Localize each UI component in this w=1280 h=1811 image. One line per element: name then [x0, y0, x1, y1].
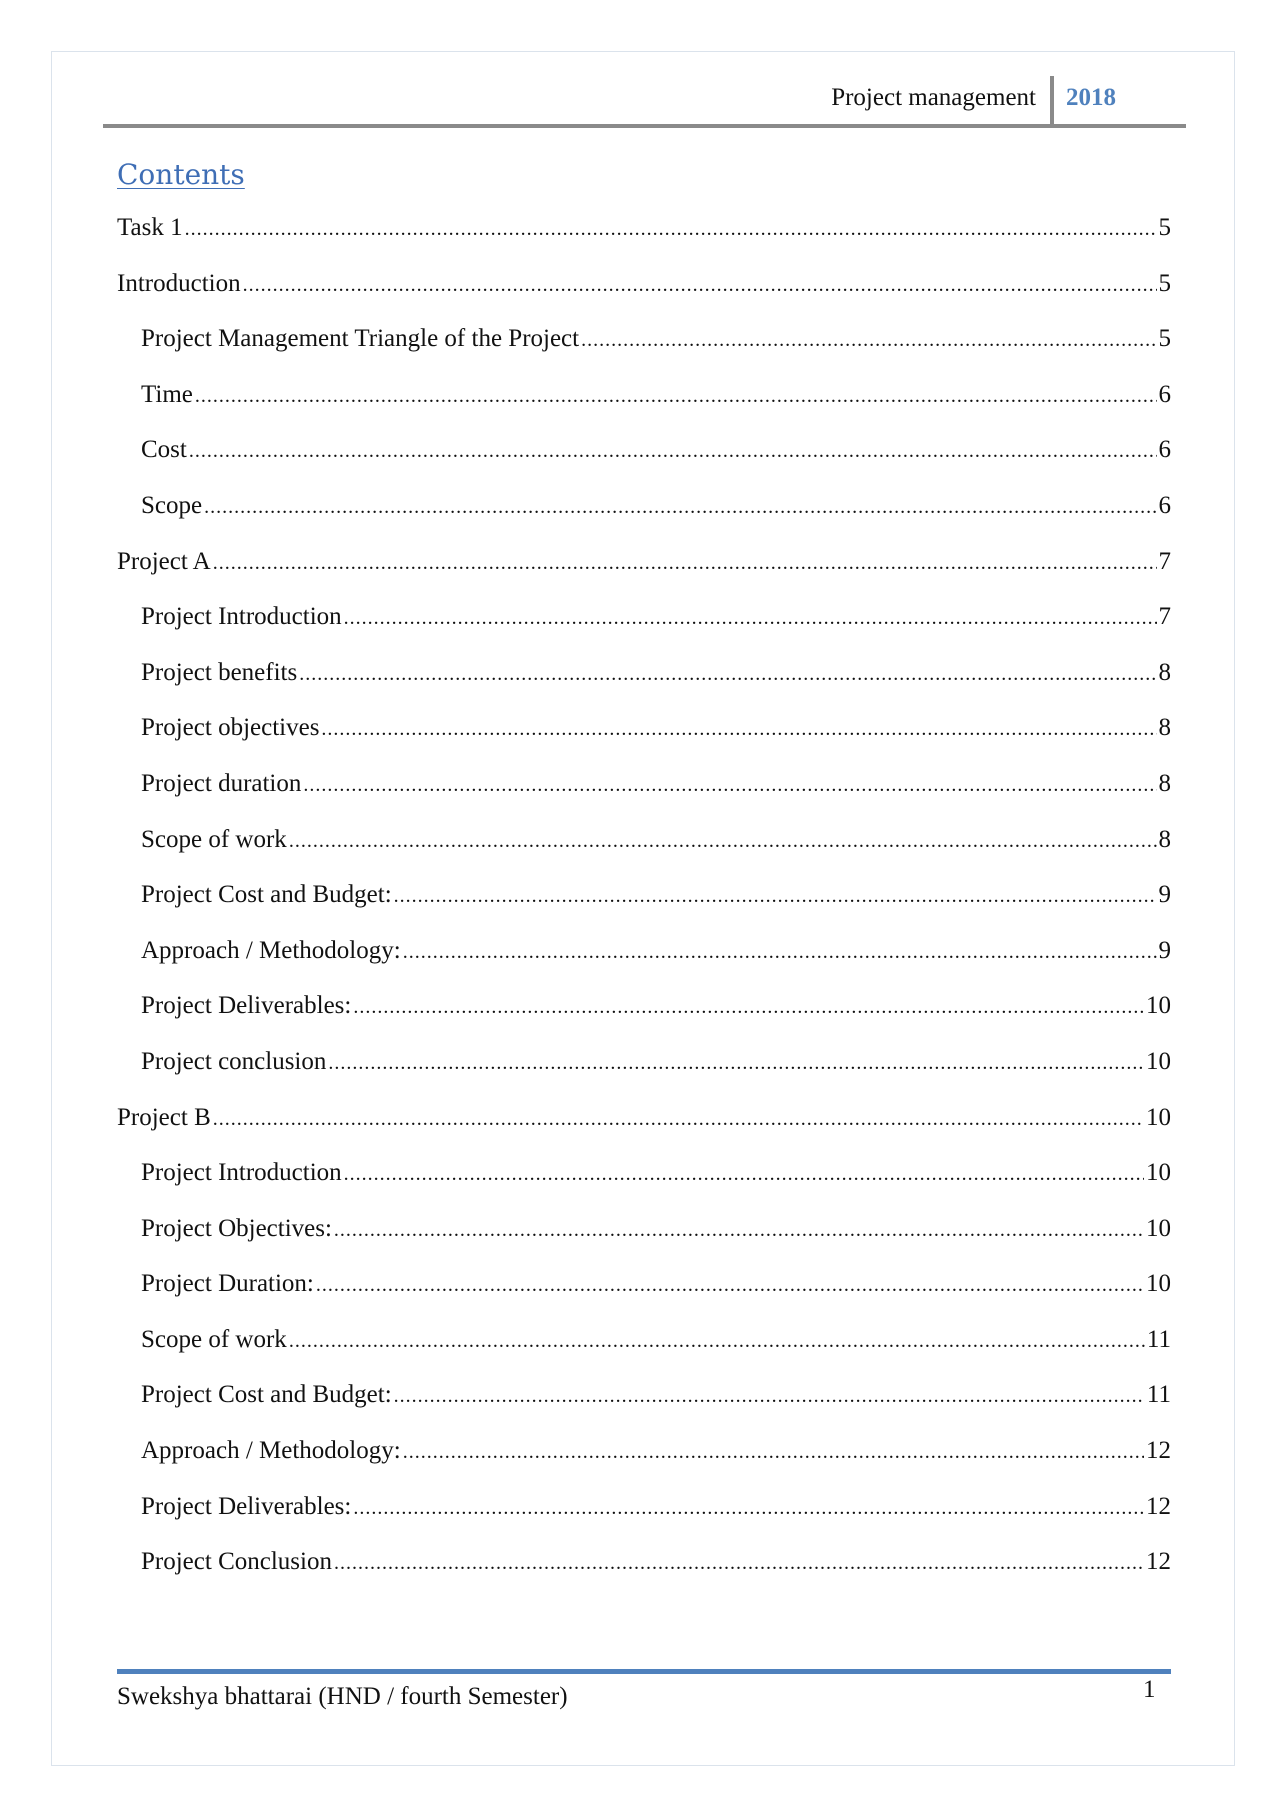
toc-dot-leader — [321, 711, 1156, 747]
toc-dot-leader — [394, 1378, 1145, 1414]
toc-dot-leader — [334, 1212, 1144, 1248]
toc-entry-label: Approach / Methodology: — [141, 936, 401, 964]
toc-dot-leader — [213, 545, 1157, 581]
toc-dot-leader — [344, 1156, 1144, 1192]
toc-entry-page: 9 — [1158, 936, 1171, 964]
toc-dot-leader — [243, 267, 1157, 303]
toc-entry[interactable] — [117, 988, 1171, 1044]
toc-entry-label: Project Introduction — [141, 603, 342, 631]
toc-entry-page: 8 — [1158, 658, 1171, 686]
toc-entry[interactable] — [117, 710, 1171, 766]
toc-entry-page: 8 — [1158, 714, 1171, 742]
toc-entry-page: 10 — [1146, 992, 1171, 1020]
toc-entry-page: 7 — [1158, 547, 1171, 575]
footer-author: Swekshya bhattarai (HND / fourth Semester) — [117, 1683, 568, 1710]
toc-entry-page: 5 — [1158, 325, 1171, 353]
toc-dot-leader — [204, 489, 1156, 525]
toc-entry[interactable] — [117, 321, 1171, 377]
toc-entry[interactable] — [117, 822, 1171, 878]
toc-entry-page: 10 — [1146, 1270, 1171, 1298]
toc-entry-label: Approach / Methodology: — [141, 1437, 401, 1465]
toc-dot-leader — [195, 378, 1157, 414]
toc-entry-label: Project Cost and Budget: — [141, 1381, 392, 1409]
toc-entry-page: 10 — [1146, 1047, 1171, 1075]
toc-entry-label: Project objectives — [141, 714, 320, 742]
toc-dot-leader — [303, 767, 1156, 803]
toc-entry-label: Scope — [141, 491, 203, 519]
header-separator — [1050, 76, 1054, 126]
toc-entry-label: Project conclusion — [141, 1047, 327, 1075]
toc-entry[interactable] — [117, 432, 1171, 488]
toc-entry-label: Project Deliverables: — [141, 992, 352, 1020]
footer-page-number: 1 — [1143, 1676, 1156, 1703]
toc-entry-label: Project Deliverables: — [141, 1492, 352, 1520]
toc-entry-page: 8 — [1158, 825, 1171, 853]
toc-entry[interactable] — [117, 210, 1171, 266]
toc-entry[interactable] — [117, 1489, 1171, 1545]
toc-entry-page: 6 — [1158, 380, 1171, 408]
toc-entry-label: Project Objectives: — [141, 1214, 332, 1242]
header-year: 2018 — [1066, 84, 1116, 111]
toc-entry-label: Task 1 — [117, 214, 183, 241]
toc-dot-leader — [581, 322, 1156, 358]
toc-entry-page: 7 — [1158, 603, 1171, 631]
toc-dot-leader — [289, 823, 1157, 859]
toc-entry-label: Project Duration: — [141, 1270, 314, 1298]
toc-entry-label: Project Conclusion — [141, 1548, 332, 1576]
header-rule — [103, 124, 1186, 128]
toc-entry-page: 5 — [1158, 269, 1171, 297]
toc-entry[interactable] — [117, 599, 1171, 655]
toc-dot-leader — [353, 1490, 1144, 1526]
toc-entry[interactable] — [117, 544, 1171, 600]
toc-dot-leader — [299, 656, 1156, 692]
toc-entry-page: 9 — [1158, 881, 1171, 909]
toc-entry[interactable] — [117, 1544, 1171, 1600]
toc-entry[interactable] — [117, 266, 1171, 322]
toc-entry[interactable] — [117, 933, 1171, 989]
toc-entry-page: 11 — [1146, 1381, 1171, 1409]
toc-entry-label: Project duration — [141, 769, 302, 797]
header-title: Project management — [831, 84, 1036, 111]
toc-entry-page: 11 — [1146, 1325, 1171, 1353]
toc-entry[interactable] — [117, 1377, 1171, 1433]
toc-entry-page: 10 — [1146, 1159, 1171, 1187]
toc-dot-leader — [289, 1323, 1145, 1359]
toc-dot-leader — [328, 1045, 1144, 1081]
toc-dot-leader — [334, 1545, 1144, 1581]
toc-dot-leader — [185, 211, 1157, 247]
toc-entry-label: Project A — [117, 547, 211, 575]
toc-entry-label: Project Management Triangle of the Project — [141, 325, 580, 353]
footer-rule — [117, 1669, 1171, 1674]
toc-entry[interactable] — [117, 1044, 1171, 1100]
toc-dot-leader — [403, 934, 1157, 970]
toc-entry-page: 12 — [1146, 1548, 1171, 1576]
table-of-contents — [117, 210, 1171, 1600]
toc-entry-label: Cost — [141, 436, 187, 464]
toc-entry-label: Scope of work — [141, 825, 287, 853]
toc-dot-leader — [213, 1101, 1144, 1137]
toc-entry-label: Project Cost and Budget: — [141, 881, 392, 909]
toc-entry-page: 10 — [1146, 1103, 1171, 1131]
page-header — [103, 76, 1186, 128]
toc-dot-leader — [344, 600, 1157, 636]
toc-entry[interactable] — [117, 1211, 1171, 1267]
toc-entry[interactable] — [117, 766, 1171, 822]
toc-entry[interactable] — [117, 655, 1171, 711]
toc-entry-page: 10 — [1146, 1214, 1171, 1242]
toc-entry-page: 5 — [1158, 214, 1171, 241]
toc-entry[interactable] — [117, 1433, 1171, 1489]
toc-entry-page: 6 — [1158, 436, 1171, 464]
toc-entry[interactable] — [117, 877, 1171, 933]
toc-entry-label: Scope of work — [141, 1325, 287, 1353]
toc-heading[interactable]: Contents — [117, 158, 245, 191]
toc-entry[interactable] — [117, 1100, 1171, 1156]
toc-entry-label: Time — [141, 380, 193, 408]
toc-dot-leader — [394, 878, 1157, 914]
toc-dot-leader — [403, 1434, 1144, 1470]
toc-entry-label: Project benefits — [141, 658, 298, 686]
toc-dot-leader — [189, 433, 1157, 469]
toc-dot-leader — [316, 1267, 1144, 1303]
toc-entry[interactable] — [117, 1266, 1171, 1322]
toc-entry-page: 12 — [1146, 1492, 1171, 1520]
toc-entry[interactable] — [117, 1155, 1171, 1211]
toc-entry[interactable] — [117, 377, 1171, 433]
toc-entry-page: 8 — [1158, 769, 1171, 797]
toc-entry-label: Project B — [117, 1103, 211, 1131]
toc-entry-page: 6 — [1158, 491, 1171, 519]
toc-entry-label: Introduction — [117, 269, 241, 297]
toc-dot-leader — [353, 989, 1144, 1025]
toc-entry[interactable] — [117, 1322, 1171, 1378]
toc-entry[interactable] — [117, 488, 1171, 544]
toc-entry-page: 12 — [1146, 1437, 1171, 1465]
toc-entry-label: Project Introduction — [141, 1159, 342, 1187]
